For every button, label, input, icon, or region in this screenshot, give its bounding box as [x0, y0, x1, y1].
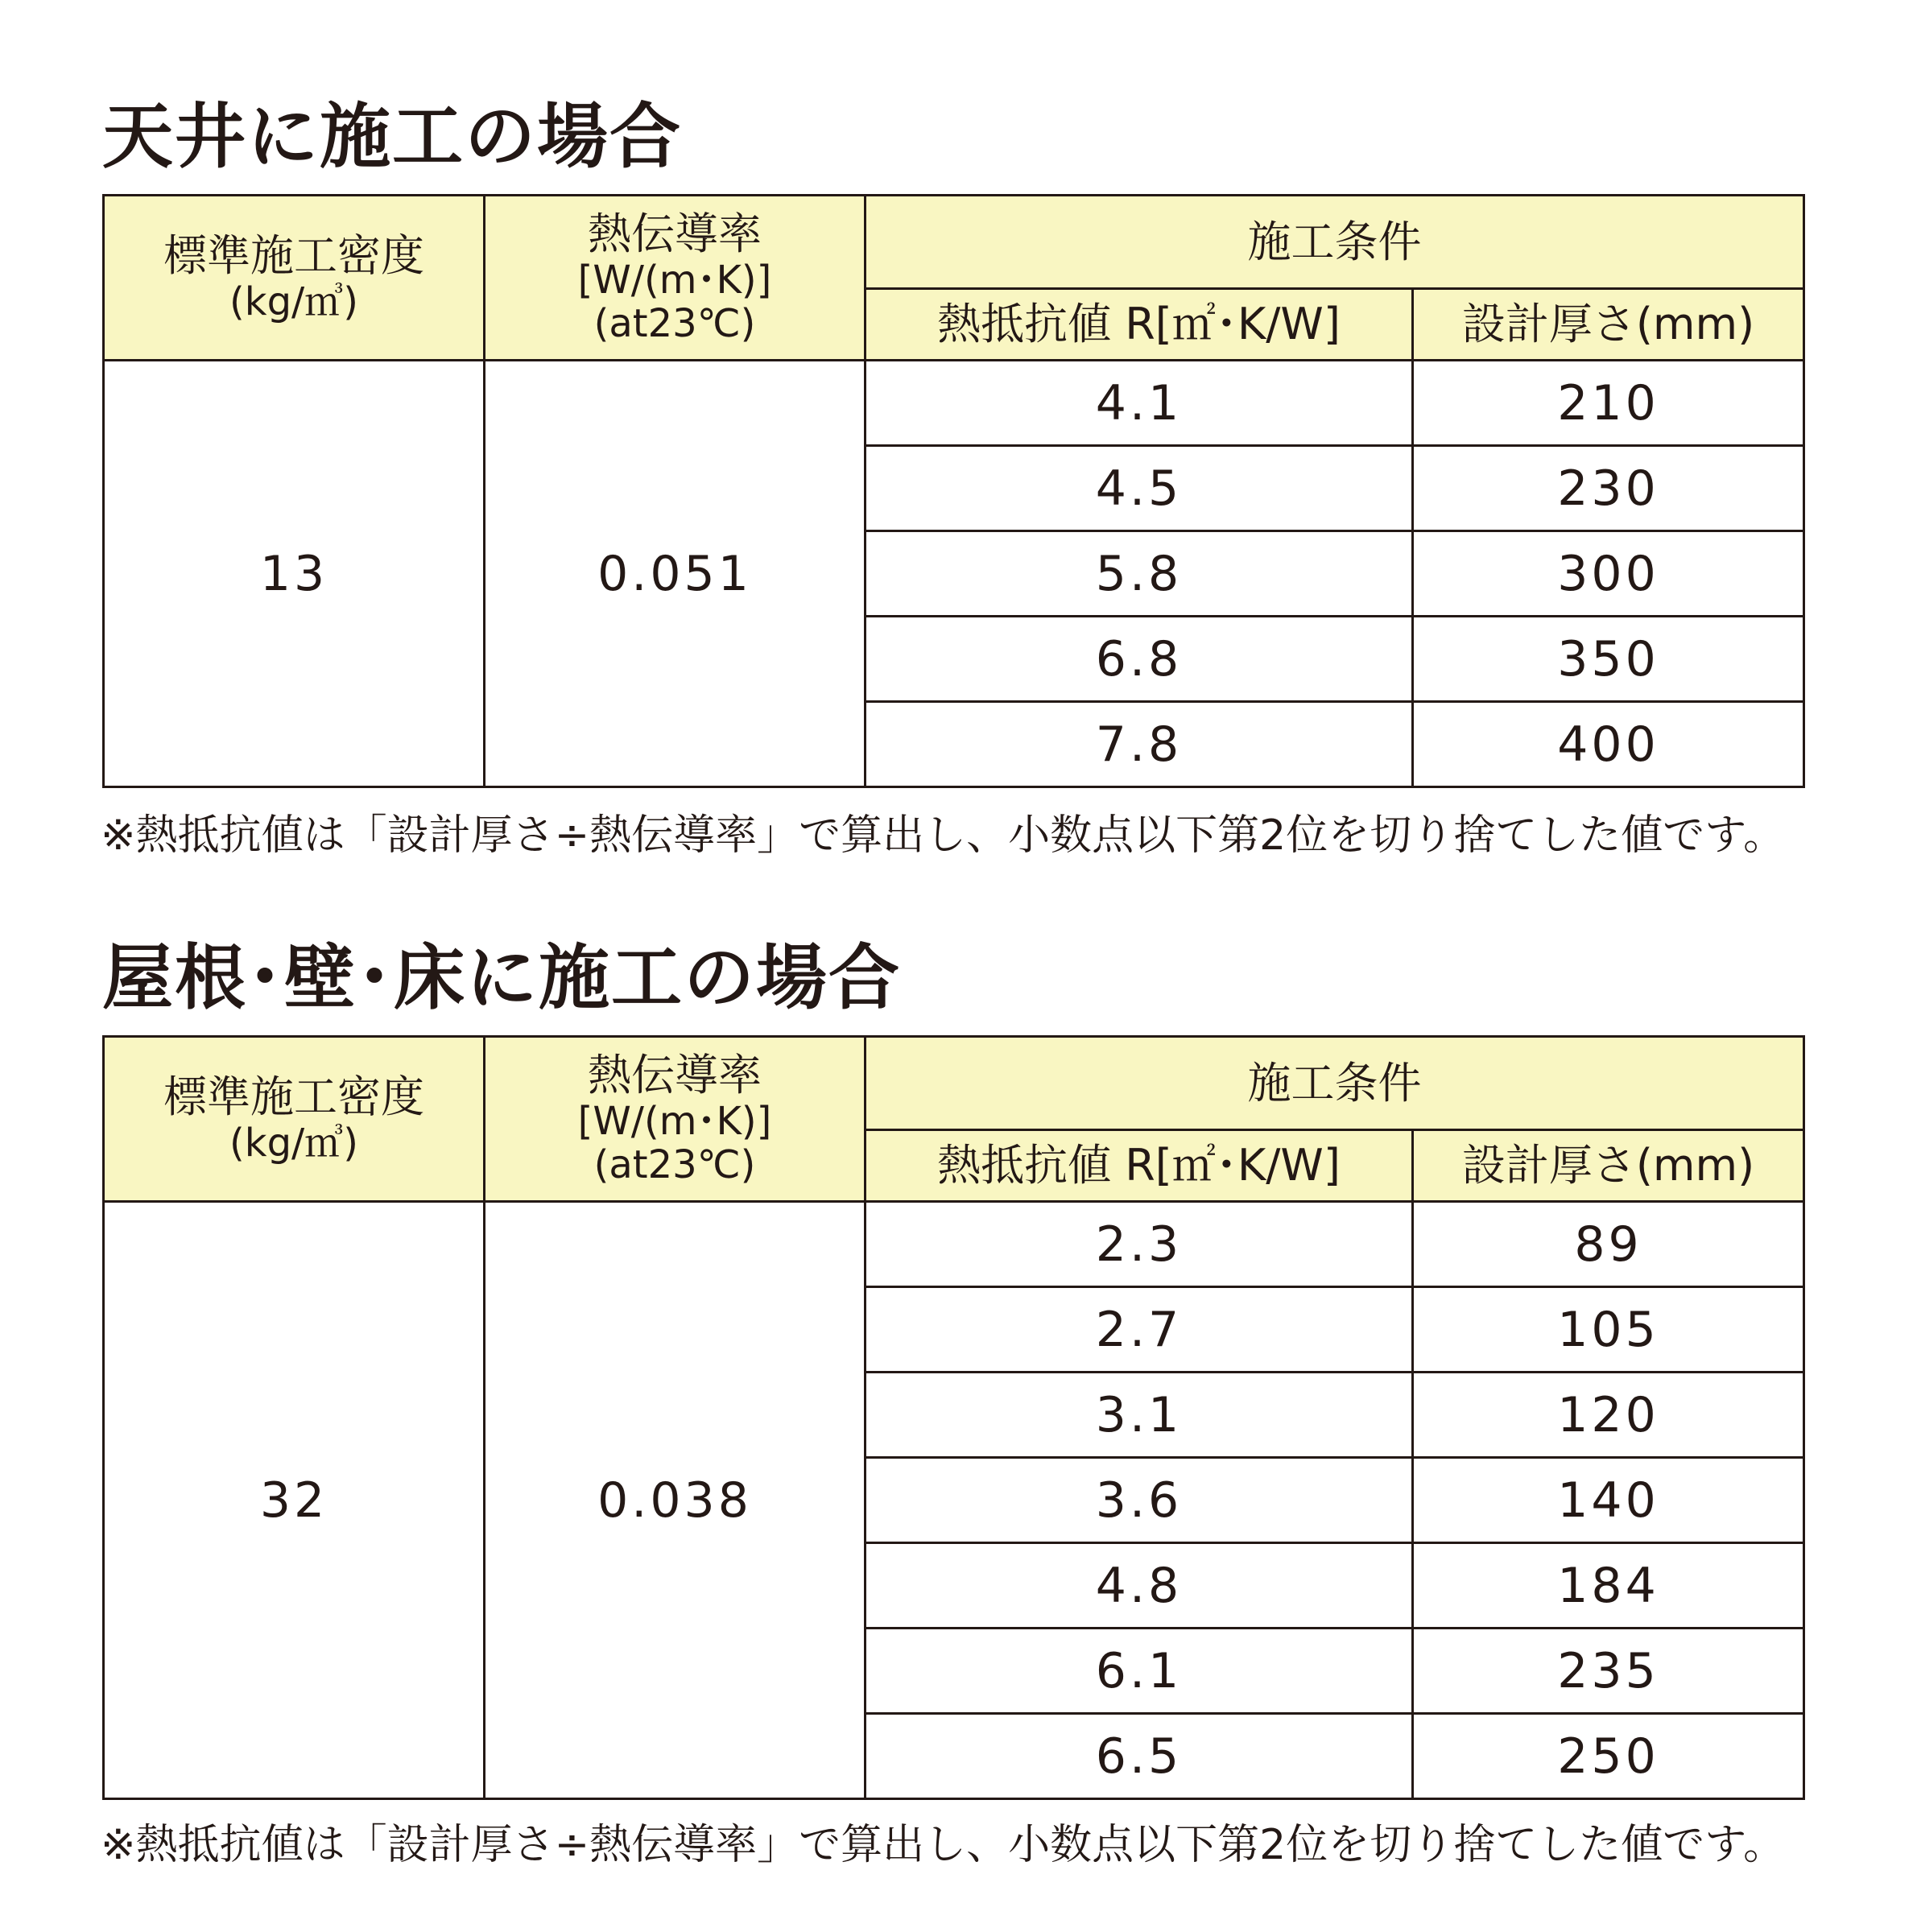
thickness-value: 120	[1413, 1373, 1804, 1458]
resistance-value: 6.1	[866, 1629, 1413, 1714]
thickness-value: 400	[1413, 702, 1804, 787]
density-label: 標準施工密度	[163, 230, 424, 281]
conductivity-unit: [W/(m･K)]	[577, 1099, 772, 1144]
section-title: 天井に施工の場合	[102, 95, 683, 178]
thickness-value: 230	[1413, 446, 1804, 531]
conductivity-header	[485, 196, 866, 361]
thickness-value: 235	[1413, 1629, 1804, 1714]
resistance-value: 4.8	[866, 1543, 1413, 1629]
resistance-value: 6.5	[866, 1714, 1413, 1799]
conductivity-temp: (at23℃)	[593, 1142, 756, 1187]
thickness-value: 250	[1413, 1714, 1804, 1799]
table-row	[104, 361, 1804, 446]
spec-table	[102, 194, 1805, 788]
resistance-value: 4.5	[866, 446, 1413, 531]
thickness-value: 300	[1413, 531, 1804, 617]
resistance-value: 3.1	[866, 1373, 1413, 1458]
resistance-value: 2.3	[866, 1202, 1413, 1287]
thickness-value: 89	[1413, 1202, 1804, 1287]
thickness-value: 350	[1413, 617, 1804, 702]
thickness-value: 105	[1413, 1287, 1804, 1373]
resistance-header: 熱抵抗値 R[㎡･K/W]	[866, 1130, 1413, 1202]
conductivity-value: 0.038	[485, 1202, 866, 1799]
density-label: 標準施工密度	[163, 1071, 424, 1122]
density-header	[104, 196, 485, 361]
conductivity-unit: [W/(m･K)]	[577, 258, 772, 303]
resistance-value: 5.8	[866, 531, 1413, 617]
condition-header: 施工条件	[866, 196, 1804, 289]
conductivity-label: 熱伝導率	[588, 1050, 762, 1100]
conductivity-header	[485, 1037, 866, 1202]
condition-header: 施工条件	[866, 1037, 1804, 1130]
resistance-value: 7.8	[866, 702, 1413, 787]
density-value: 32	[104, 1202, 485, 1799]
density-unit: (kg/㎥)	[229, 279, 358, 324]
density-value: 13	[104, 361, 485, 787]
thickness-header: 設計厚さ(mm)	[1413, 1130, 1804, 1202]
resistance-value: 4.1	[866, 361, 1413, 446]
spec-table	[102, 1035, 1805, 1800]
table-row	[104, 1202, 1804, 1287]
footnote: ※熱抵抗値は「設計厚さ÷熱伝導率」で算出し、小数点以下第2位を切り捨てした値です。	[101, 811, 1786, 860]
thickness-value: 210	[1413, 361, 1804, 446]
resistance-value: 2.7	[866, 1287, 1413, 1373]
conductivity-temp: (at23℃)	[593, 301, 756, 346]
resistance-value: 6.8	[866, 617, 1413, 702]
resistance-value: 3.6	[866, 1458, 1413, 1543]
conductivity-value: 0.051	[485, 361, 866, 787]
resistance-header: 熱抵抗値 R[㎡･K/W]	[866, 289, 1413, 361]
thickness-value: 184	[1413, 1543, 1804, 1629]
thickness-header: 設計厚さ(mm)	[1413, 289, 1804, 361]
thickness-value: 140	[1413, 1458, 1804, 1543]
footnote: ※熱抵抗値は「設計厚さ÷熱伝導率」で算出し、小数点以下第2位を切り捨てした値です。	[101, 1821, 1786, 1869]
density-unit: (kg/㎥)	[229, 1121, 358, 1166]
section-title: 屋根･壁･床に施工の場合	[102, 936, 902, 1019]
conductivity-label: 熱伝導率	[588, 208, 762, 259]
density-header	[104, 1037, 485, 1202]
